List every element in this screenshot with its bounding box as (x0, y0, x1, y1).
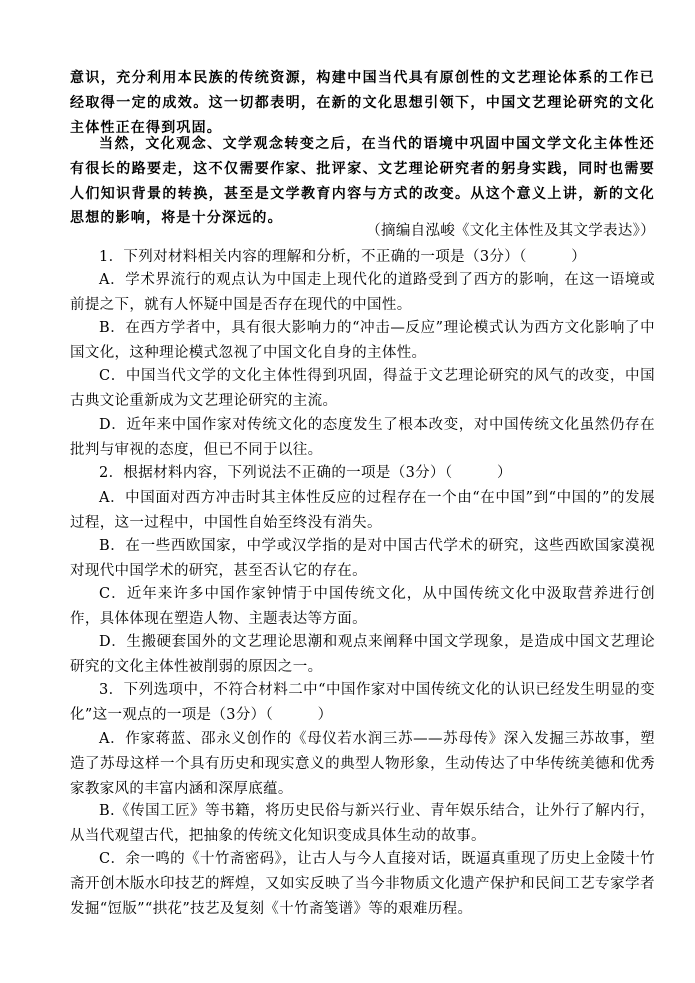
question-3-stem: 3．下列选项中，不符合材料二中“中国作家对中国传统文化的认识已经发生明显的变化”这一观点的一项是（3分）（ ） (70, 682, 655, 723)
question-2-option-c: C．近年来许多中国作家钟情于中国传统文化，从中国传统文化中汲取营养进行创作，具体体现在塑造人物、主题表达等方面。 (70, 586, 655, 627)
question-1-option-c: C．中国当代文学的文化主体性得到巩固，得益于文艺理论研究的风气的改变，中国古典文论重新成为文艺理论研究的主流。 (70, 368, 655, 409)
question-1-option-b: B．在西方学者中，具有很大影响力的“冲击—反应”理论模式认为西方文化影响了中国文化，这种理论模式忽视了中国文化自身的主体性。 (70, 320, 655, 361)
question-2-option-d: D．生搬硬套国外的文艺理论思潮和观点来阐释中国文学现象，是造成中国文艺理论研究的文化主体性被削弱的原因之一。 (70, 634, 655, 675)
question-3-option-c: C．余一鸣的《十竹斋密码》，让古人与今人直接对话，既逼真重现了历史上金陵十竹斋开创木版水印技艺的辉煌，又如实反映了当今非物质文化遗产保护和民间工艺专家学者发掘“饾版”“拱花”技艺及复刻《十竹斋笺谱》等的艰难历程。 (70, 851, 655, 917)
question-1-option-d: D．近年来中国作家对传统文化的态度发生了根本改变，对中国传统文化虽然仍存在批判与审视的态度，但已不同于以往。 (70, 417, 655, 458)
question-3-option-b: B.《传国工匠》等书籍，将历史民俗与新兴行业、青年娱乐结合，让外行了解内行，从当代观望古代，把抽象的传统文化知识变成具体生动的故事。 (70, 803, 655, 844)
question-1-option-a: A．学术界流行的观点认为中国走上现代化的道路受到了西方的影响，在这一语境或前提之下，就有人怀疑中国是否存在现代的中国性。 (70, 272, 655, 313)
question-3-option-a: A．作家蒋蓝、邵永义创作的《母仪若水润三苏——苏母传》深入发掘三苏故事，塑造了苏母这样一个具有历史和现实意义的典型人物形象，生动传达了中华传统美德和优秀家教家风的丰富内涵和深厚底蕴。 (70, 731, 655, 797)
question-2-stem: 2．根据材料内容，下列说法不正确的一项是（3分）（ ） (99, 465, 512, 481)
passage-paragraph-2: 当然，文化观念、文学观念转变之后，在当代的语境中巩固中国文学文化主体性还有很长的路要走，这不仅需要作家、批评家、文艺理论研究者的躬身实践，同时也需要人们知识背景的转换，甚至是文学教育内容与方式的改变。从这个意义上讲，新的文化思想的影响，将是十分深远的。 (70, 136, 655, 227)
question-1-stem: 1．下列对材料相关内容的理解和分析，不正确的一项是（3分）（ ） (99, 249, 587, 265)
question-2-option-a: A．中国面对西方冲击时其主体性反应的过程存在一个由“在中国”到“中国的”的发展过程，这一过程中，中国性自始至终没有消失。 (70, 490, 655, 531)
passage-source: （摘编自泓峻《文化主体性及其文学表达》） (366, 223, 655, 239)
passage-paragraph-continued: 意识，充分利用本民族的传统资源，构建中国当代具有原创性的文艺理论体系的工作已经取得一定的成效。这一切都表明，在新的文化思想引领下，中国文艺理论研究的文化主体性正在得到巩固。 (70, 70, 655, 136)
question-2-option-b: B．在一些西欧国家，中学或汉学指的是对中国古代学术的研究，这些西欧国家漠视对现代中国学术的研究，甚至否认它的存在。 (70, 538, 655, 579)
